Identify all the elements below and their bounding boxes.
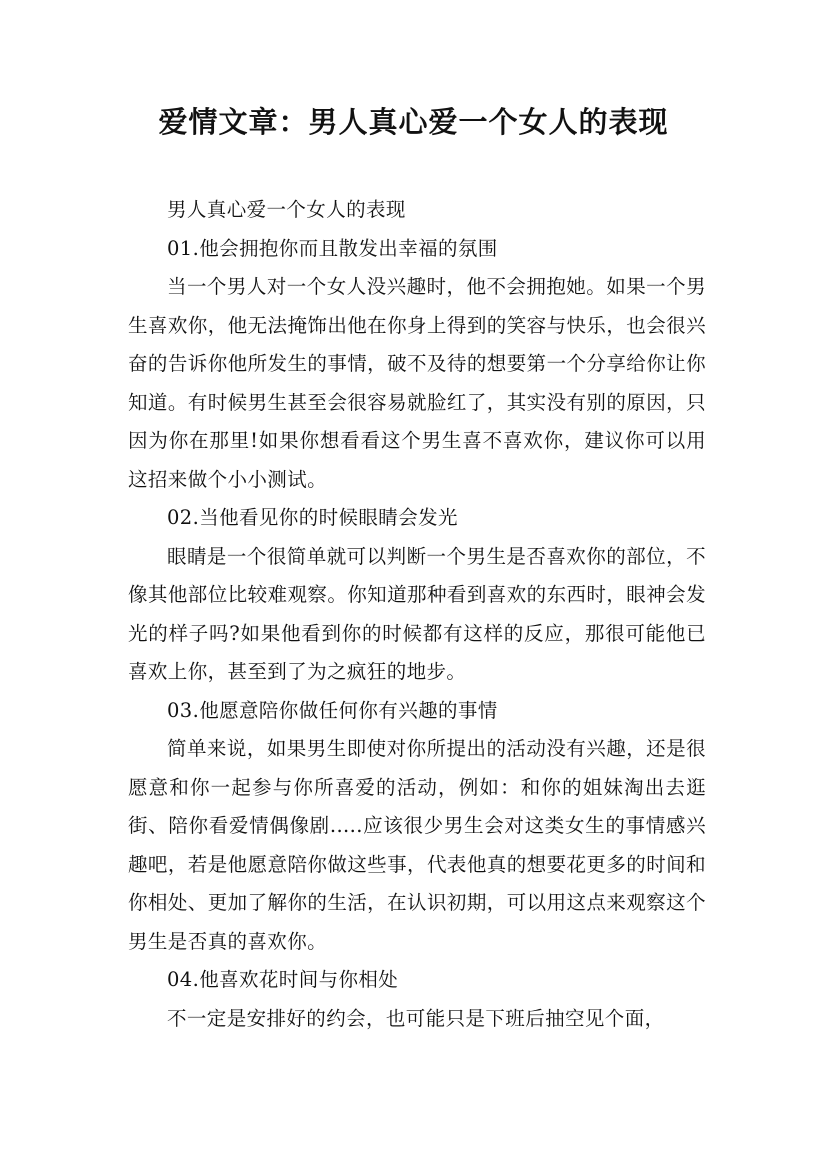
document-title: 爱情文章：男人真心爱一个女人的表现	[158, 105, 669, 139]
section-heading-03: 03.他愿意陪你做任何你有兴趣的事情	[167, 698, 498, 722]
body-paragraph: 当一个男人对一个女人没兴趣时，他不会拥抱她。如果一个男生喜欢你，他无法掩饰出他在你身上得到的笑容与快乐，也会很兴奋的告诉你他所发生的事情，破不及待的想要第一个分享给你让你知道。有时候男生甚至会很容易就脸红了，其实没有别的原因，只因为你在那里!如果你想看看这个男生喜不喜欢你，建议你可以用这招来做个小小测试。	[128, 275, 706, 491]
subtitle-paragraph: 男人真心爱一个女人的表现	[167, 198, 406, 221]
document-body	[128, 191, 706, 1038]
section-heading-02: 02.当他看见你的时候眼睛会发光	[167, 506, 458, 529]
body-paragraph: 简单来说，如果男生即使对你所提出的活动没有兴趣，还是很愿意和你一起参与你所喜爱的活动，例如：和你的姐妹淘出去逛街、陪你看爱情偶像剧.....应该很少男生会对这类女生的事情感兴趣吧，若是他愿意陪你做这些事，代表他真的想要花更多的时间和你相处、更加了解你的生活，在认识初期，可以用这点来观察这个男生是否真的喜欢你。	[128, 737, 706, 953]
body-paragraph: 不一定是安排好的约会，也可能只是下班后抽空见个面，	[167, 1006, 665, 1030]
section-heading-01: 01.他会拥抱你而且散发出幸福的氛围	[167, 236, 498, 260]
body-paragraph: 眼睛是一个很简单就可以判断一个男生是否喜欢你的部位，不像其他部位比较难观察。你知道那种看到喜欢的东西时，眼神会发光的样子吗?如果他看到你的时候都有这样的反应，那很可能他已喜欢上你，甚至到了为之疯狂的地步。	[128, 544, 706, 683]
section-heading-04: 04.他喜欢花时间与你相处	[167, 968, 399, 991]
